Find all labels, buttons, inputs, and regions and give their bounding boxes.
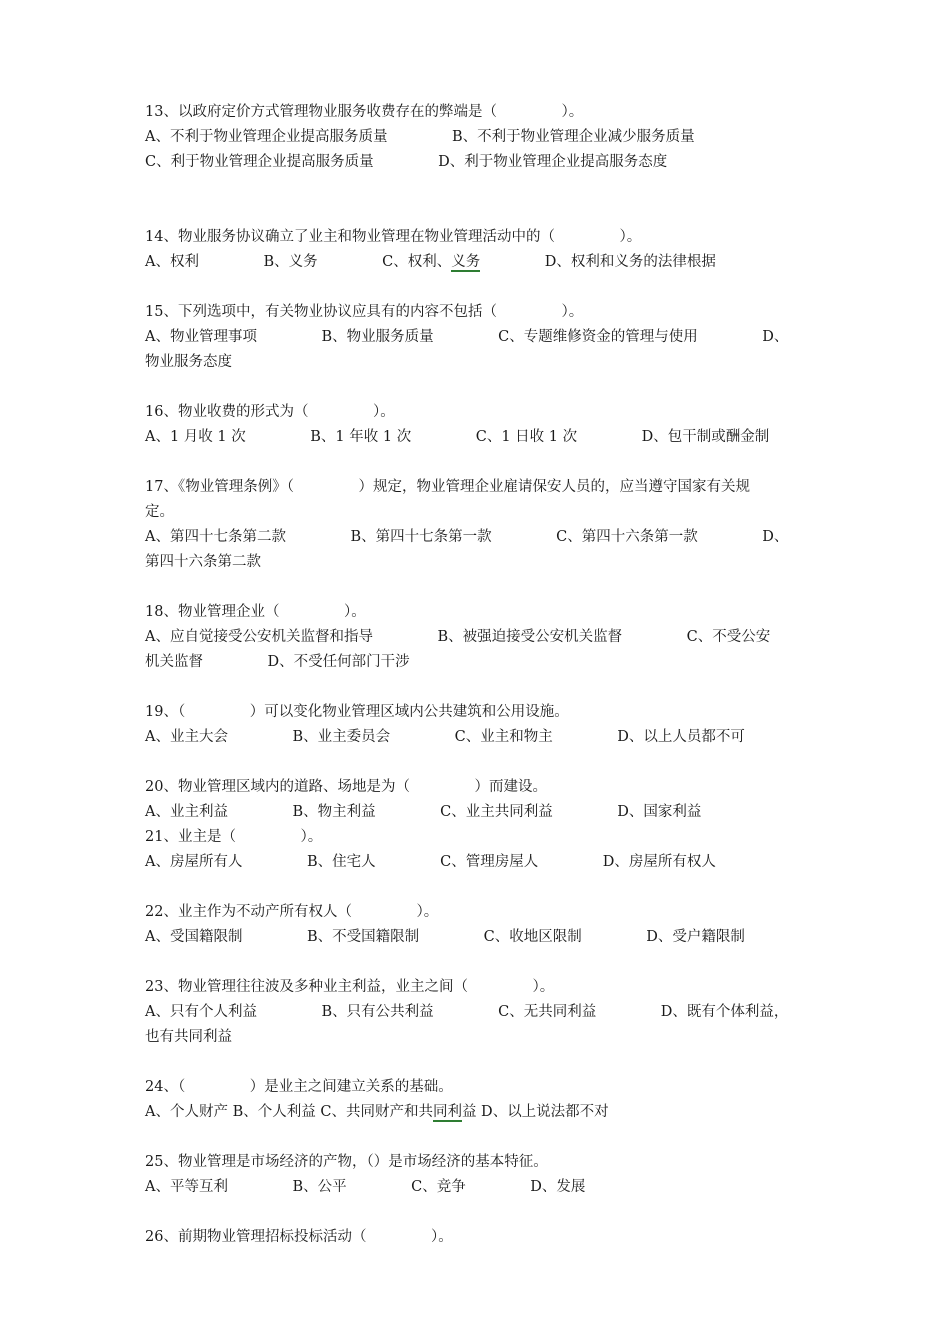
question-26 [145,1225,815,1250]
question-stem: 24、（ ）是业主之间建立关系的基础。 [145,1079,453,1095]
options-text: 益 D、以上说法都不对 [461,1104,609,1120]
question-15 [145,300,815,375]
options-line: A、应自觉接受公安机关监督和指导 B、被强迫接受公安机关监督 C、不受公安 [145,629,771,645]
options-line [145,1100,815,1125]
question-stem: 21、业主是（ ）。 [145,829,323,845]
options-line: A、平等互利 B、公平 C、竞争 D、发展 [145,1179,586,1195]
question-stem: 13、以政府定价方式管理物业服务收费存在的弊端是（ ）。 [145,104,584,120]
question-24 [145,1075,815,1125]
options-line: 机关监督 D、不受任何部门干涉 [145,654,410,670]
options-line: A、业主利益 B、物主利益 C、业主共同利益 D、国家利益 [145,804,702,820]
options-line: A、业主大会 B、业主委员会 C、业主和物主 D、以上人员都不可 [145,729,745,745]
options-line: A、第四十七条第二款 B、第四十七条第一款 C、第四十六条第一款 D、 [145,529,789,545]
question-stem: 26、前期物业管理招标投标活动（ ）。 [145,1229,453,1245]
options-line: 物业服务态度 [145,354,232,370]
question-23 [145,975,815,1050]
options-text: D、权利和义务的法律根据 [480,254,716,270]
question-stem: 14、物业服务协议确立了业主和物业管理在物业管理活动中的（ ）。 [145,229,642,245]
spellcheck-underlined-text: 同利 [432,1104,462,1120]
question-16 [145,400,815,450]
options-text: A、权利 B、义务 C、权利、 [145,254,452,270]
question-20 [145,775,815,825]
options-line: A、物业管理事项 B、物业服务质量 C、专题维修资金的管理与使用 D、 [145,329,789,345]
question-stem: 16、物业收费的形式为（ ）。 [145,404,395,420]
question-21 [145,825,815,875]
options-line: A、只有个人利益 B、只有公共利益 C、无共同利益 D、既有个体利益， [145,1004,789,1020]
question-stem: 22、业主作为不动产所有权人（ ）。 [145,904,439,920]
question-25 [145,1150,815,1200]
question-stem: 18、物业管理企业（ ）。 [145,604,366,620]
question-stem: 23、物业管理往往波及多种业主利益，业主之间（ ）。 [145,979,555,995]
question-14 [145,225,815,275]
options-line: A、受国籍限制 B、不受国籍限制 C、收地区限制 D、受户籍限制 [145,929,745,945]
document-page [145,100,815,1250]
options-line: 第四十六条第二款 [145,554,261,570]
question-stem: 15、下列选项中，有关物业协议应具有的内容不包括（ ）。 [145,304,584,320]
question-stem: 17、《物业管理条例》（ ）规定，物业管理企业雇请保安人员的，应当遵守国家有关规 [145,479,750,495]
options-line: A、不利于物业管理企业提高服务质量 B、不利于物业管理企业减少服务质量 [145,129,695,145]
question-stem: 20、物业管理区域内的道路、场地是为（ ）而建设。 [145,779,547,795]
question-19 [145,700,815,750]
options-line: A、1 月收 1 次 B、1 年收 1 次 C、1 日收 1 次 D、包干制或酬金制 [145,429,770,445]
options-line [145,250,815,275]
question-22 [145,900,815,950]
spellcheck-underlined-text: 义务 [451,254,481,270]
question-18 [145,600,815,675]
question-stem: 25、物业管理是市场经济的产物，（）是市场经济的基本特征。 [145,1154,548,1170]
question-17 [145,475,815,575]
options-text: A、个人财产 B、个人利益 C、共同财产和共 [145,1104,433,1120]
question-13 [145,100,815,175]
options-line: 也有共同利益 [145,1029,232,1045]
options-line: C、利于物业管理企业提高服务质量 D、利于物业管理企业提高服务态度 [145,154,668,170]
options-line: 定。 [145,504,174,520]
options-line: A、房屋所有人 B、住宅人 C、管理房屋人 D、房屋所有权人 [145,854,716,870]
question-stem: 19、（ ）可以变化物业管理区域内公共建筑和公用设施。 [145,704,569,720]
